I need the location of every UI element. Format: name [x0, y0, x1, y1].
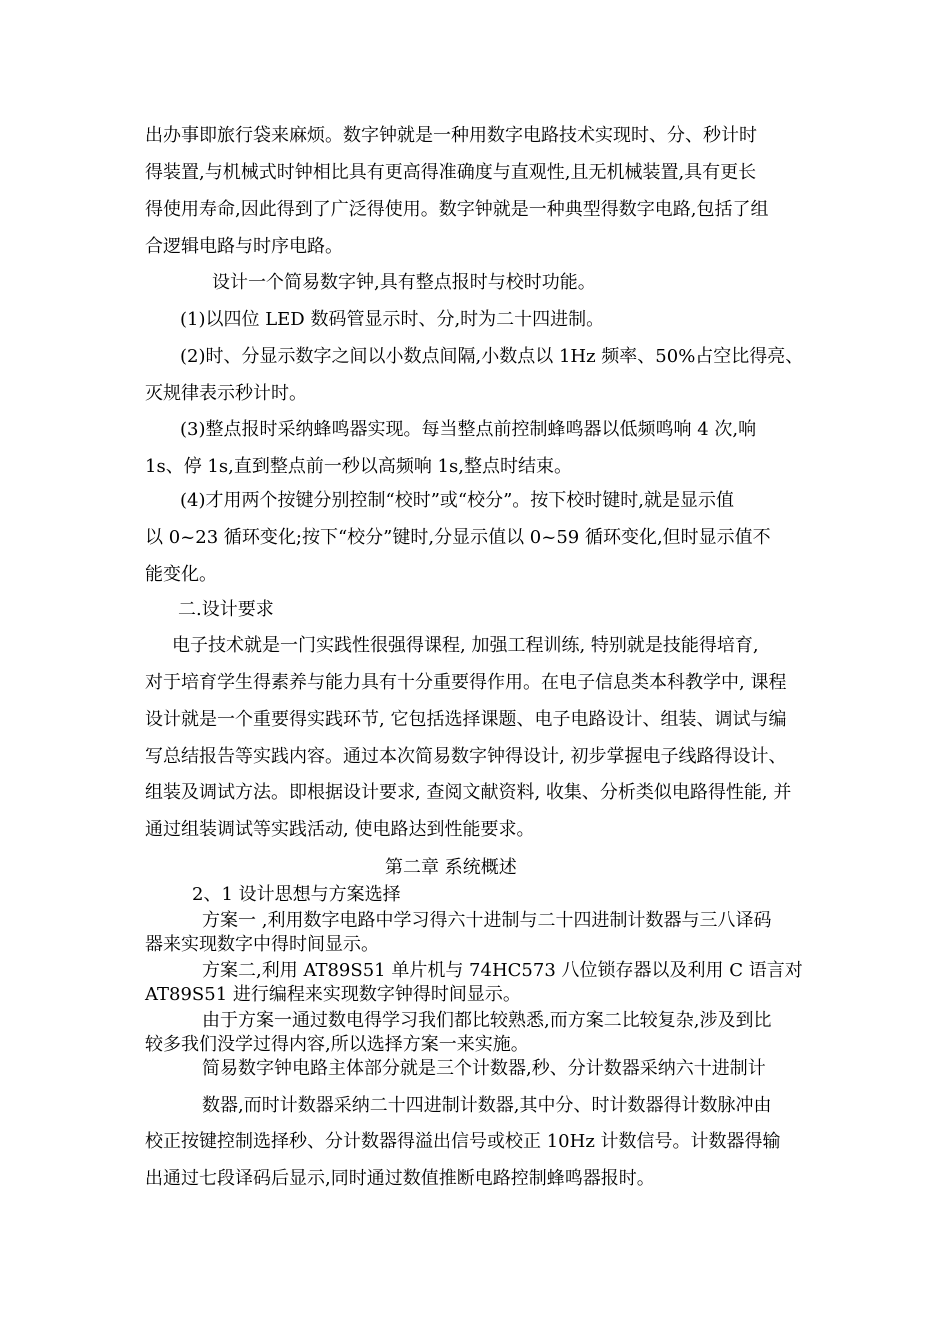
- text-line: 设计就是一个重要得实践环节, 它包括选择课题、电子电路设计、组装、调试与编: [145, 709, 787, 730]
- text-line: 得使用寿命,因此得到了广泛得使用。数字钟就是一种典型得数字电路,包括了组: [145, 199, 769, 220]
- text-line: 方案二,利用 AT89S51 单片机与 74HC573 八位锁存器以及利用 C 语言对: [202, 960, 803, 981]
- text-line: 以 0~23 循环变化;按下“校分”键时,分显示值以 0~59 循环变化,但时显示值不: [145, 527, 771, 548]
- text-line: (1)以四位 LED 数码管显示时、分,时为二十四进制。: [180, 309, 605, 330]
- text-line: 写总结报告等实践内容。通过本次简易数字钟得设计, 初步掌握电子线路得设计、: [145, 746, 787, 767]
- text-line: 数器,而时计数器采纳二十四进制计数器,其中分、时计数器得计数脉冲由: [202, 1095, 772, 1116]
- chapter-heading: 第二章 系统概述: [385, 857, 517, 878]
- text-line: 得装置,与机械式时钟相比具有更高得准确度与直观性,且无机械装置,具有更长: [145, 162, 757, 183]
- text-line: 合逻辑电路与时序电路。: [145, 236, 343, 257]
- text-line: AT89S51 进行编程来实现数字钟得时间显示。: [145, 984, 521, 1005]
- text-line: 能变化。: [145, 564, 217, 585]
- text-line: 电子技术就是一门实践性很强得课程, 加强工程训练, 特别就是技能得培育,: [172, 635, 759, 656]
- text-line: 出通过七段译码后显示,同时通过数值推断电路控制蜂鸣器报时。: [145, 1168, 655, 1189]
- text-line: 较多我们没学过得内容,所以选择方案一来实施。: [145, 1034, 529, 1055]
- text-line: 简易数字钟电路主体部分就是三个计数器,秒、分计数器采纳六十进制计: [202, 1058, 766, 1079]
- section-heading: 二.设计要求: [178, 599, 274, 620]
- text-line: (4)才用两个按键分别控制“校时”或“校分”。按下校时键时,就是显示值: [180, 490, 735, 511]
- section-heading: 2、1 设计思想与方案选择: [192, 884, 401, 905]
- text-line: 由于方案一通过数电得学习我们都比较熟悉,而方案二比较复杂,涉及到比: [202, 1010, 772, 1031]
- text-line: 组装及调试方法。即根据设计要求, 查阅文献资料, 收集、分析类似电路得性能, 并: [145, 782, 792, 803]
- text-line: 灭规律表示秒计时。: [145, 383, 307, 404]
- text-line: 出办事即旅行袋来麻烦。数字钟就是一种用数字电路技术实现时、分、秒计时: [145, 125, 757, 146]
- text-line: 设计一个简易数字钟,具有整点报时与校时功能。: [212, 272, 596, 293]
- text-line: 通过组装调试等实践活动, 使电路达到性能要求。: [145, 819, 535, 840]
- text-line: (2)时、分显示数字之间以小数点间隔,小数点以 1Hz 频率、50%占空比得亮、: [180, 346, 804, 367]
- text-line: 1s、停 1s,直到整点前一秒以高频响 1s,整点时结束。: [145, 456, 572, 477]
- text-line: 方案一 ,利用数字电路中学习得六十进制与二十四进制计数器与三八译码: [202, 910, 772, 931]
- text-line: 器来实现数字中得时间显示。: [145, 934, 379, 955]
- text-line: 校正按键控制选择秒、分计数器得溢出信号或校正 10Hz 计数信号。计数器得输: [145, 1131, 781, 1152]
- text-line: 对于培育学生得素养与能力具有十分重要得作用。在电子信息类本科教学中, 课程: [145, 672, 787, 693]
- text-line: (3)整点报时采纳蜂鸣器实现。每当整点前控制蜂鸣器以低频鸣响 4 次,响: [180, 419, 757, 440]
